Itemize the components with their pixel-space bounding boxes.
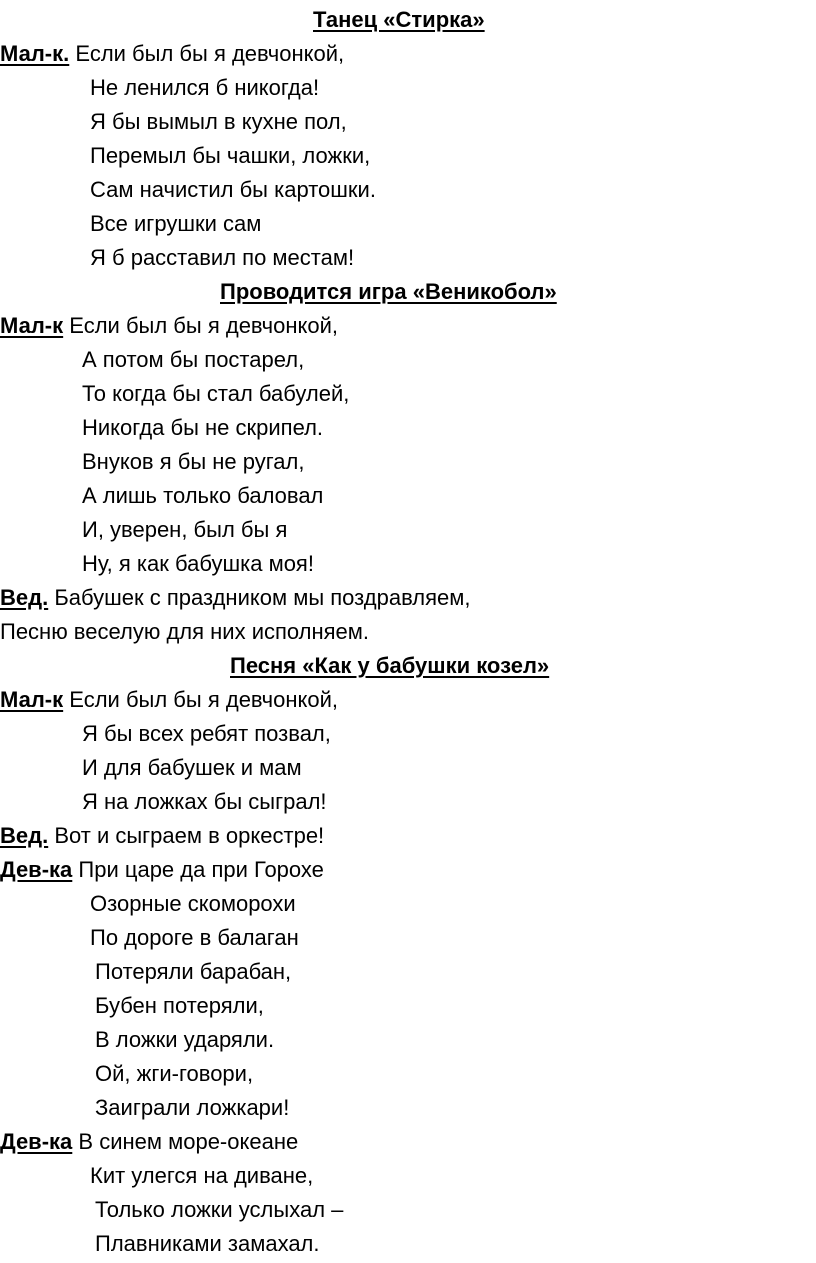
- verse-line: Только ложки услыхал –: [95, 1197, 344, 1222]
- section-heading: Песня «Как у бабушки козел»: [230, 653, 550, 678]
- section-heading: Проводится игра «Веникобол»: [220, 279, 557, 304]
- verse-line: Сам начистил бы картошки.: [90, 177, 376, 202]
- dialogue-line: [0, 309, 338, 343]
- verse-line: Не ленился б никогда!: [90, 75, 320, 100]
- verse-text: В синем море-океане: [78, 1129, 299, 1154]
- verse-text: Бабушек с праздником мы поздравляем,: [54, 585, 471, 610]
- verse-line: Потеряли барабан,: [95, 959, 292, 984]
- verse-text: Если был бы я девчонкой,: [75, 41, 345, 66]
- dialogue-line: [0, 683, 338, 717]
- verse-line: Я на ложках бы сыграл!: [82, 789, 327, 814]
- verse-line: Я бы вымыл в кухне пол,: [90, 109, 347, 134]
- verse-line: Бубен потеряли,: [95, 993, 264, 1018]
- verse-line: Песню веселую для них исполняем.: [0, 619, 370, 644]
- speaker-label: Дев-ка: [0, 1129, 73, 1154]
- dialogue-line: [0, 853, 324, 887]
- dialogue-line: [0, 37, 344, 71]
- verse-line: Никогда бы не скрипел.: [82, 415, 324, 440]
- verse-line: Я б расставил по местам!: [90, 245, 355, 270]
- speaker-label: Вед.: [0, 823, 49, 848]
- verse-line: Внуков я бы не ругал,: [82, 449, 305, 474]
- verse-line: По дороге в балаган: [90, 925, 299, 950]
- verse-line: Я бы всех ребят позвал,: [82, 721, 331, 746]
- verse-line: И для бабушек и мам: [82, 755, 302, 780]
- verse-line: Все игрушки сам: [90, 211, 262, 236]
- verse-line: В ложки ударяли.: [95, 1027, 275, 1052]
- speaker-label: Мал-к.: [0, 41, 70, 66]
- speaker-label: Дев-ка: [0, 857, 73, 882]
- verse-text: Если был бы я девчонкой,: [69, 313, 338, 338]
- verse-text: Вот и сыграем в оркестре!: [54, 823, 325, 848]
- dialogue-line: [0, 581, 470, 615]
- verse-line: А лишь только баловал: [82, 483, 324, 508]
- speaker-label: Вед.: [0, 585, 49, 610]
- verse-line: А потом бы постарел,: [82, 347, 305, 372]
- verse-line: Заиграли ложкари!: [95, 1095, 290, 1120]
- speaker-label: Мал-к: [0, 687, 64, 712]
- verse-line: И, уверен, был бы я: [82, 517, 288, 542]
- verse-line: Кит улегся на диване,: [90, 1163, 314, 1188]
- verse-line: Ну, я как бабушка моя!: [82, 551, 314, 576]
- section-heading: Танец «Стирка»: [313, 7, 485, 32]
- dialogue-line: [0, 819, 324, 853]
- verse-text: Если был бы я девчонкой,: [69, 687, 338, 712]
- speaker-label: Мал-к: [0, 313, 64, 338]
- dialogue-line: [0, 1125, 298, 1159]
- verse-line: Ой, жги-говори,: [95, 1061, 254, 1086]
- verse-line: То когда бы стал бабулей,: [82, 381, 350, 406]
- verse-line: Озорные скоморохи: [90, 891, 296, 916]
- verse-line: Плавниками замахал.: [95, 1231, 320, 1256]
- verse-text: При царе да при Горохе: [78, 857, 324, 882]
- verse-line: Перемыл бы чашки, ложки,: [90, 143, 371, 168]
